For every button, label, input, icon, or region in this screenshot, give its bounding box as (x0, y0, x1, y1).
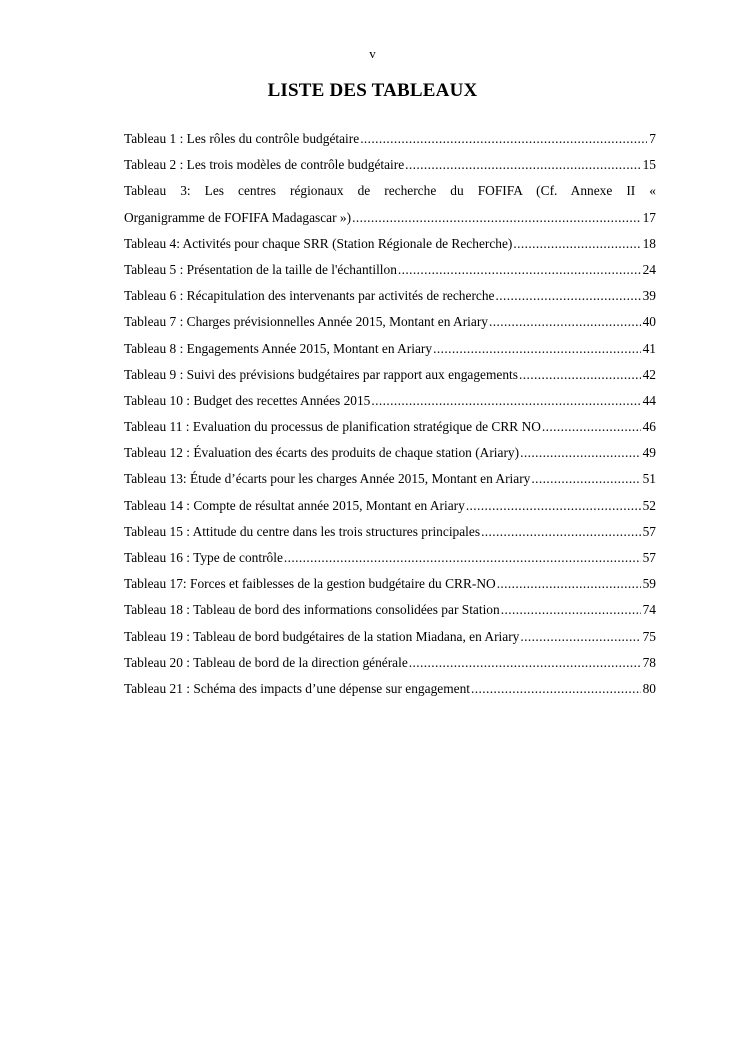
toc-entry-9[interactable] (124, 362, 656, 388)
toc-entry-label: Tableau 7 : Charges prévisionnelles Année 2015, Montant en Ariary (124, 314, 488, 330)
toc-entry-page: 44 (642, 392, 656, 408)
dot-leader (501, 597, 641, 623)
toc-entry-3-line2 (124, 205, 656, 231)
dot-leader (398, 257, 641, 283)
toc-entry-page: 78 (642, 654, 656, 670)
toc-entry-page: 59 (642, 576, 656, 592)
dot-leader (513, 231, 640, 257)
dot-leader (489, 309, 641, 335)
toc-entry-label: Tableau 8 : Engagements Année 2015, Montant en Ariary (124, 340, 433, 356)
toc-entry-label: Tableau 14 : Compte de résultat année 2015, Montant en Ariary (124, 497, 465, 513)
toc-entry-8[interactable] (124, 336, 656, 362)
toc-entry-page: 17 (642, 209, 656, 225)
toc-entry-page: 49 (642, 445, 656, 461)
dot-leader (497, 571, 641, 597)
toc-entry-3[interactable] (124, 178, 656, 230)
toc-entry-12[interactable] (124, 440, 656, 466)
toc-entry-page: 46 (642, 419, 656, 435)
toc-entry-10[interactable] (124, 388, 656, 414)
dot-leader (481, 519, 641, 545)
dot-leader (409, 650, 641, 676)
dot-leader (360, 126, 647, 152)
toc-entry-page: 52 (642, 497, 656, 513)
toc-entry-label: Tableau 19 : Tableau de bord budgétaires de la station Miadana, en Ariary (124, 628, 520, 644)
dot-leader (520, 440, 641, 466)
dot-leader (466, 493, 641, 519)
toc-entry-label: Tableau 17: Forces et faiblesses de la gestion budgétaire du CRR-NO (124, 576, 496, 592)
toc-entry-label: Tableau 1 : Les rôles du contrôle budgétaire (124, 131, 360, 146)
toc-entry-page: 80 (642, 680, 656, 696)
toc-entry-page: 7 (649, 131, 656, 146)
toc-entry-label-line1: Tableau 3: Les centres régionaux de recherche du FOFIFA (Cf. Annexe II « (124, 183, 656, 199)
toc-entry-14[interactable] (124, 493, 656, 519)
toc-entry-label: Tableau 4: Activités pour chaque SRR (Station Régionale de Recherche) (124, 235, 513, 251)
toc-entry-label: Tableau 15 : Attitude du centre dans les trois structures principales (124, 523, 481, 539)
toc-entry-page: 75 (642, 628, 656, 644)
toc-entry-label: Tableau 11 : Evaluation du processus de planification stratégique de CRR NO (124, 419, 541, 435)
toc-entry-label: Tableau 12 : Évaluation des écarts des produits de chaque station (Ariary) (124, 445, 520, 461)
toc-entry-page: 24 (642, 261, 656, 277)
toc-entry-page: 57 (642, 550, 656, 565)
page-title: LISTE DES TABLEAUX (267, 80, 478, 101)
dot-leader (542, 414, 641, 440)
toc-entry-7[interactable] (124, 309, 656, 335)
toc-entry-1[interactable] (124, 126, 656, 152)
table-of-tables (124, 126, 656, 702)
dot-leader (284, 545, 641, 571)
toc-entry-page: 40 (642, 314, 656, 330)
toc-entry-page: 41 (642, 340, 656, 356)
toc-entry-label: Tableau 20 : Tableau de bord de la direction générale (124, 654, 408, 670)
toc-entry-17[interactable] (124, 571, 656, 597)
toc-entry-6[interactable] (124, 283, 656, 309)
toc-entry-page: 42 (642, 366, 656, 382)
toc-entry-page: 51 (642, 471, 656, 487)
toc-entry-label: Tableau 16 : Type de contrôle (124, 550, 283, 565)
page-number: v (369, 46, 376, 61)
toc-entry-16[interactable] (124, 545, 656, 571)
dot-leader (405, 152, 640, 178)
toc-entry-page: 15 (642, 157, 656, 173)
dot-leader (371, 388, 640, 414)
toc-entry-label: Tableau 9 : Suivi des prévisions budgétaires par rapport aux engagements (124, 366, 518, 382)
dot-leader (433, 336, 641, 362)
toc-entry-label: Tableau 2 : Les trois modèles de contrôle budgétaire (124, 157, 405, 173)
dot-leader (519, 362, 641, 388)
toc-entry-19[interactable] (124, 624, 656, 650)
toc-entry-5[interactable] (124, 257, 656, 283)
toc-entry-11[interactable] (124, 414, 656, 440)
toc-entry-label: Tableau 5 : Présentation de la taille de l'échantillon (124, 261, 397, 277)
toc-entry-label: Organigramme de FOFIFA Madagascar ») (124, 209, 352, 225)
toc-entry-page: 18 (642, 235, 656, 251)
toc-entry-label: Tableau 18 : Tableau de bord des informations consolidées par Station (124, 602, 500, 618)
toc-entry-label: Tableau 10 : Budget des recettes Années 2015 (124, 392, 371, 408)
toc-entry-page: 39 (642, 288, 656, 304)
toc-entry-15[interactable] (124, 519, 656, 545)
toc-entry-18[interactable] (124, 597, 656, 623)
toc-entry-label: Tableau 21 : Schéma des impacts d’une dépense sur engagement (124, 680, 470, 696)
toc-entry-20[interactable] (124, 650, 656, 676)
toc-entry-21[interactable] (124, 676, 656, 702)
dot-leader (471, 676, 641, 702)
toc-entry-page: 57 (642, 523, 656, 539)
toc-entry-2[interactable] (124, 152, 656, 178)
toc-entry-page: 74 (642, 602, 656, 618)
toc-entry-label: Tableau 13: Étude d’écarts pour les charges Année 2015, Montant en Ariary (124, 471, 531, 487)
dot-leader (352, 205, 641, 231)
dot-leader (531, 466, 640, 492)
dot-leader (520, 624, 640, 650)
toc-entry-13[interactable] (124, 466, 656, 492)
toc-entry-4[interactable] (124, 231, 656, 257)
toc-entry-label: Tableau 6 : Récapitulation des intervenants par activités de recherche (124, 288, 495, 304)
dot-leader (496, 283, 641, 309)
